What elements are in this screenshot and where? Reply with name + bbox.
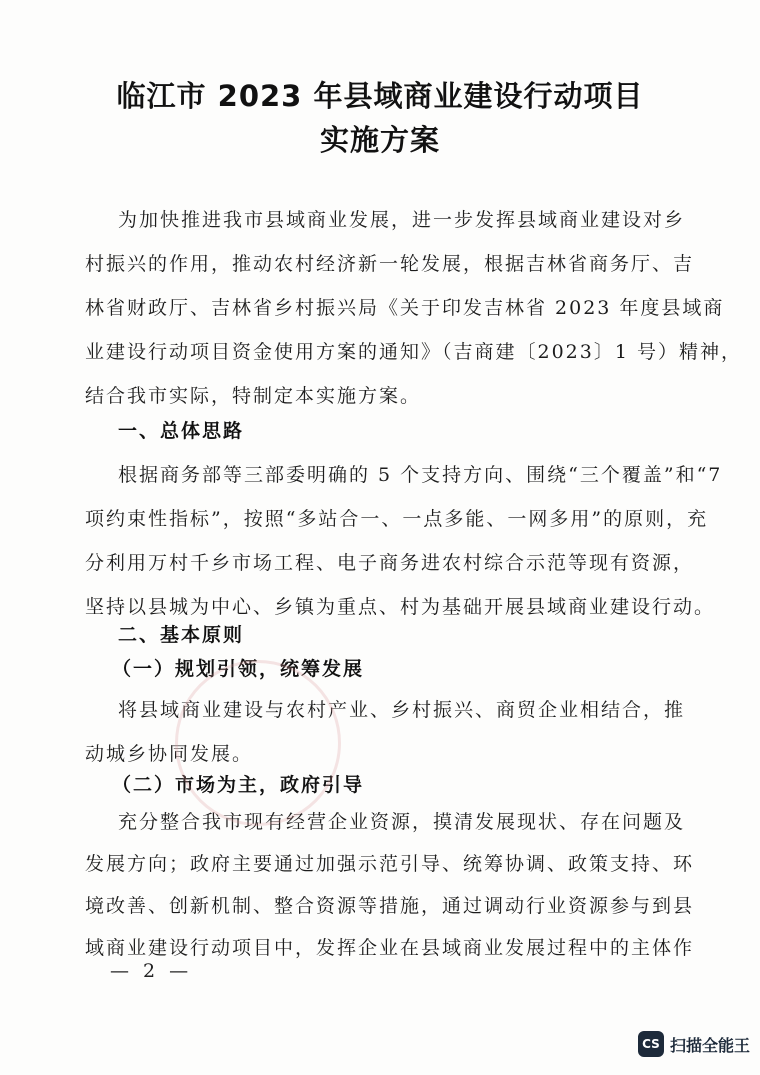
- subsection-heading-planning: （一）规划引领，统筹发展: [112, 658, 365, 680]
- section1-line: 根据商务部等三部委明确的 5 个支持方向、围绕“三个覆盖”和“7: [118, 464, 723, 486]
- sub1-line: 动城乡协同发展。: [85, 743, 254, 765]
- document-title-line2: 实施方案: [319, 123, 440, 157]
- intro-line: 为加快推进我市县域商业发展，进一步发挥县域商业建设对乡: [118, 209, 686, 231]
- intro-line: 结合我市实际，特制定本实施方案。: [85, 385, 422, 407]
- document-title-line1: 临江市 2023 年县域商业建设行动项目: [116, 79, 644, 113]
- intro-line: 林省财政厅、吉林省乡村振兴局《关于印发吉林省 2023 年度县域商: [85, 297, 725, 319]
- intro-line: 业建设行动项目资金使用方案的通知》（吉商建〔2023〕1 号）精神，: [85, 341, 742, 363]
- section-heading-principles: 二、基本原则: [118, 624, 245, 646]
- section1-line: 项约束性指标”，按照“多站合一、一点多能、一网多用”的原则，充: [85, 508, 709, 530]
- sub2-line: 发展方向；政府主要通过加强示范引导、统筹协调、政策支持、环: [85, 853, 695, 875]
- sub2-line: 充分整合我市现有经营企业资源，摸清发展现状、存在问题及: [118, 811, 686, 833]
- page-number: — 2 —: [110, 960, 193, 982]
- sub2-line: 域商业建设行动项目中，发挥企业在县域商业发展过程中的主体作: [85, 937, 695, 959]
- subsection-heading-market: （二）市场为主，政府引导: [112, 774, 365, 796]
- section1-line: 坚持以县城为中心、乡镇为重点、村为基础开展县域商业建设行动。: [85, 596, 716, 618]
- scanner-badge: [638, 1031, 750, 1057]
- section1-line: 分利用万村千乡市场工程、电子商务进农村综合示范等现有资源，: [85, 552, 695, 574]
- scanner-label: 扫描全能王: [669, 1035, 750, 1055]
- sub2-line: 境改善、创新机制、整合资源等措施，通过调动行业资源参与到县: [85, 895, 695, 917]
- intro-line: 村振兴的作用，推动农村经济新一轮发展，根据吉林省商务厅、吉: [85, 253, 695, 275]
- sub1-line: 将县域商业建设与农村产业、乡村振兴、商贸企业相结合，推: [118, 699, 686, 721]
- scanner-logo-icon: CS: [638, 1031, 664, 1057]
- section-heading-overview: 一、总体思路: [118, 420, 245, 442]
